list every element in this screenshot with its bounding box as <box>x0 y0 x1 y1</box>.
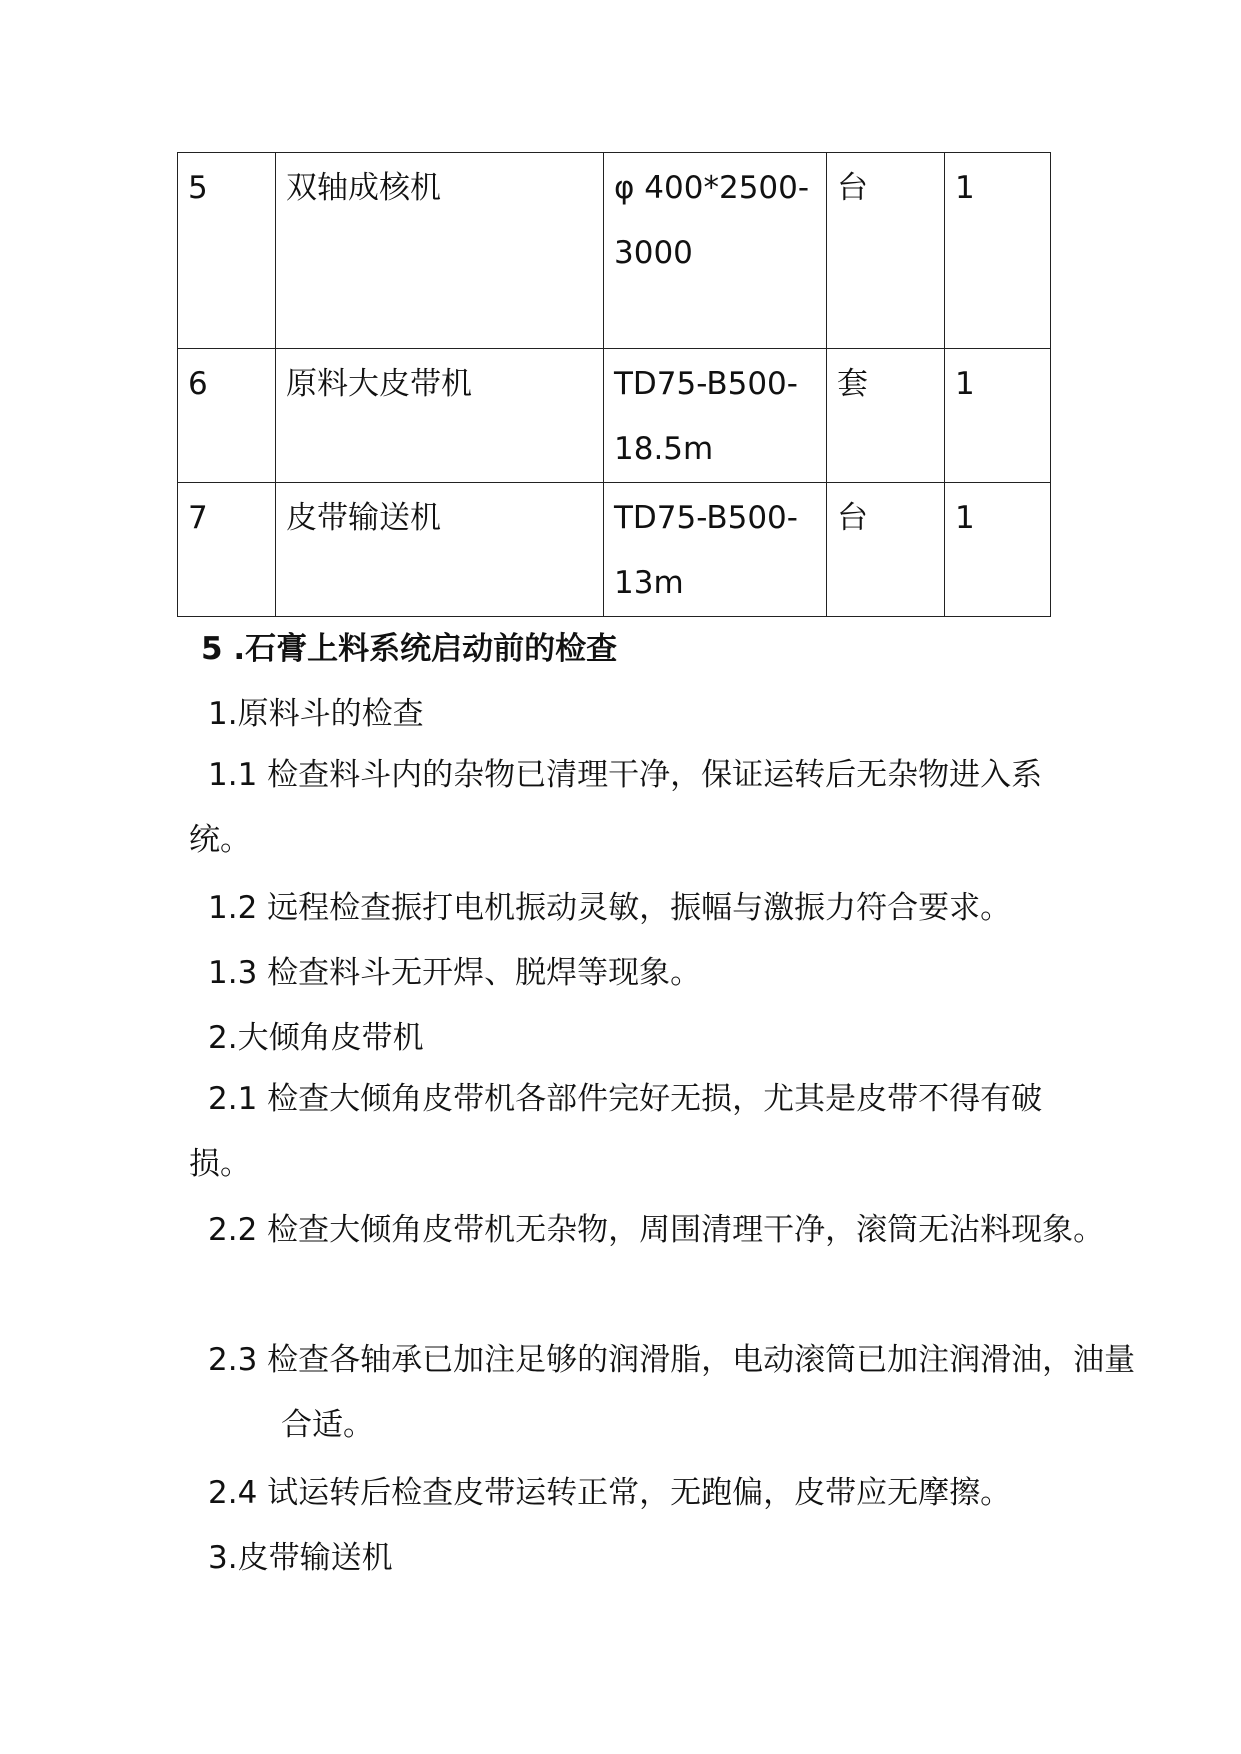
item-1-title: 1.原料斗的检查 <box>208 696 424 732</box>
item-3-title: 3.皮带输送机 <box>208 1540 393 1576</box>
table-row <box>178 153 1051 349</box>
equipment-spec: TD75-B500-13m <box>604 483 827 617</box>
equipment-spec: TD75-B500-18.5m <box>604 349 827 483</box>
equipment-unit: 套 <box>827 349 945 483</box>
equipment-quantity: 1 <box>945 153 1051 349</box>
row-number: 7 <box>178 483 276 617</box>
equipment-quantity: 1 <box>945 483 1051 617</box>
equipment-quantity: 1 <box>945 349 1051 483</box>
table-row <box>178 483 1051 617</box>
item-2-1: 2.1 检查大倾角皮带机各部件完好无损，尤其是皮带不得有破损。 <box>189 1081 1043 1182</box>
equipment-name: 双轴成核机 <box>276 153 604 349</box>
item-2-title: 2.大倾角皮带机 <box>208 1020 424 1056</box>
equipment-spec: φ 400*2500-3000 <box>604 153 827 349</box>
item-2-2: 2.2 检查大倾角皮带机无杂物，周围清理干净，滚筒无沾料现象。 <box>208 1212 1105 1248</box>
row-number: 6 <box>178 349 276 483</box>
item-1-3: 1.3 检查料斗无开焊、脱焊等现象。 <box>208 955 702 991</box>
equipment-unit: 台 <box>827 483 945 617</box>
item-2-3: 2.3 检查各轴承已加注足够的润滑脂，电动滚筒已加注润滑油，油量合适。 <box>208 1342 1136 1443</box>
section-heading: 5 .石膏上料系统启动前的检查 <box>201 631 618 667</box>
item-1-1: 1.1 检查料斗内的杂物已清理干净，保证运转后无杂物进入系统。 <box>189 757 1043 858</box>
item-2-4: 2.4 试运转后检查皮带运转正常，无跑偏，皮带应无摩擦。 <box>208 1475 1012 1511</box>
equipment-unit: 台 <box>827 153 945 349</box>
equipment-table <box>177 152 1051 617</box>
item-1-2: 1.2 远程检查振打电机振动灵敏，振幅与激振力符合要求。 <box>208 890 1012 926</box>
equipment-name: 皮带输送机 <box>276 483 604 617</box>
table-row <box>178 349 1051 483</box>
equipment-name: 原料大皮带机 <box>276 349 604 483</box>
row-number: 5 <box>178 153 276 349</box>
